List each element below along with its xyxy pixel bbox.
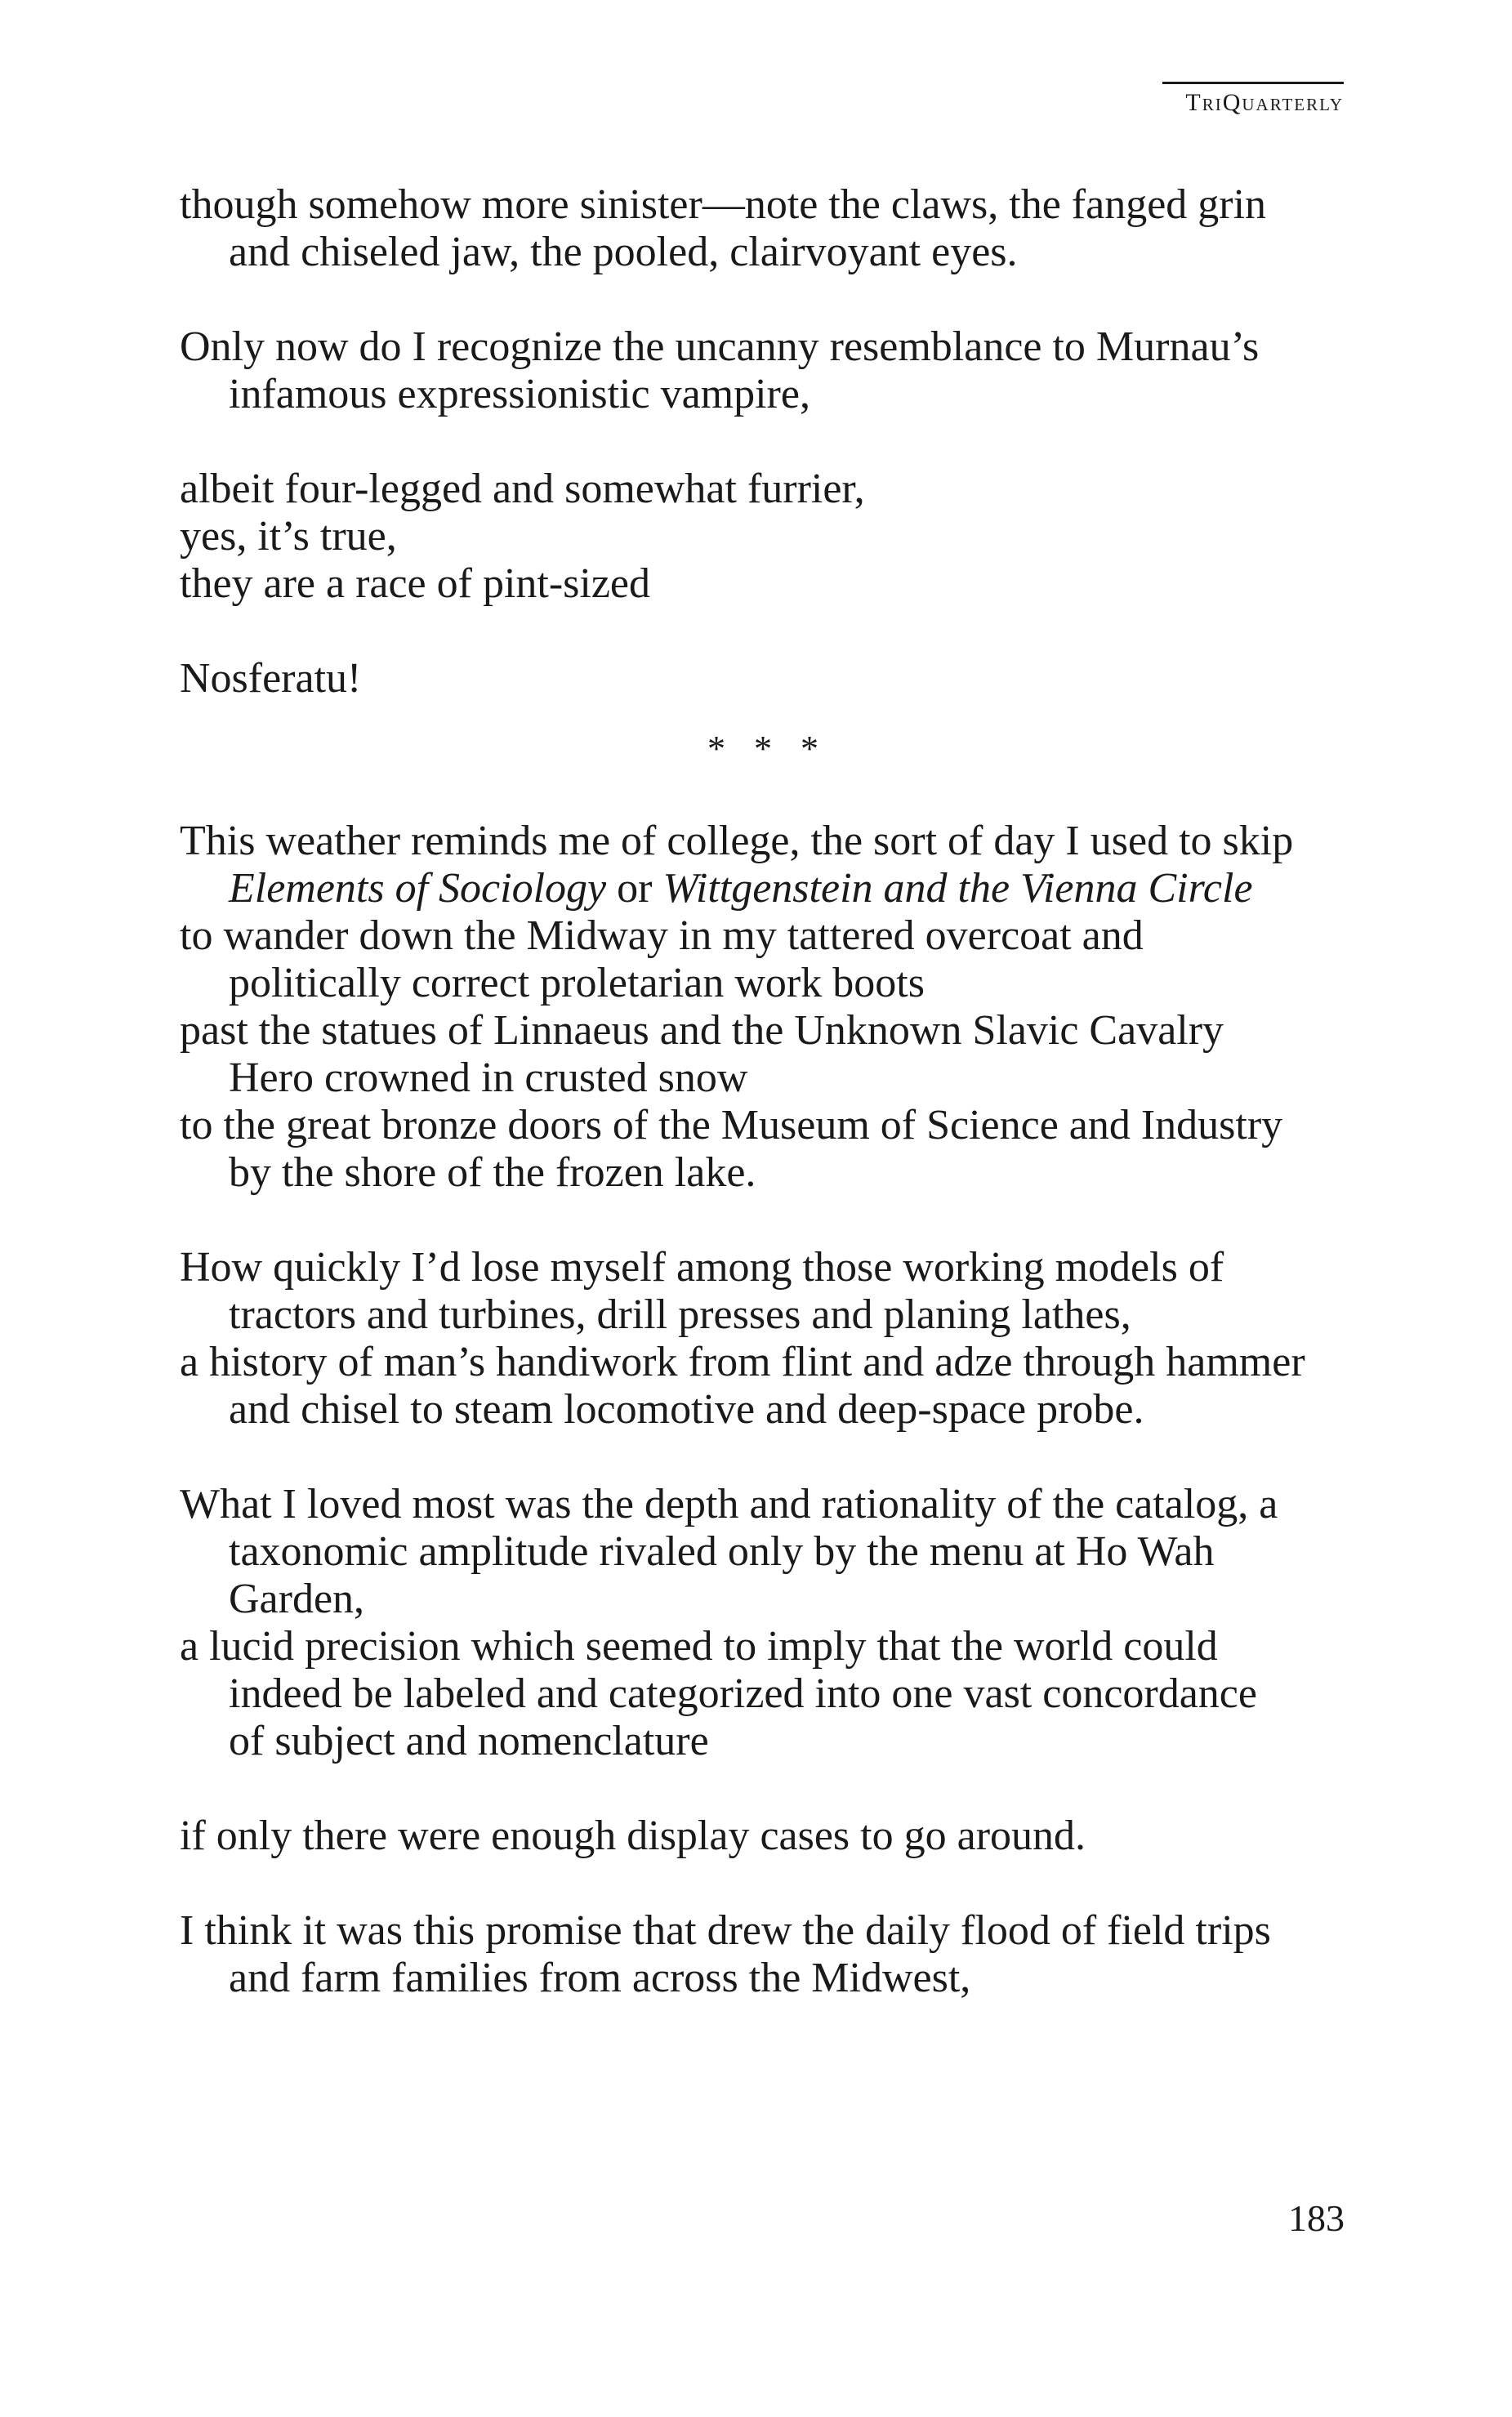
stanza (180, 1244, 1356, 1434)
poem-line: though somehow more sinister—note the claws, the fanged grin (180, 181, 1267, 228)
poem-line: and chisel to steam locomotive and deep-space probe. (229, 1386, 1144, 1433)
stanza (180, 1813, 1356, 1860)
section-separator: * * * (707, 729, 828, 769)
poem-line: politically correct proletarian work boots (229, 960, 925, 1006)
poem-line: to wander down the Midway in my tattered overcoat and (180, 912, 1144, 959)
stanza (180, 181, 1356, 276)
poem-line: infamous expressionistic vampire, (229, 371, 810, 417)
poem-line: What I loved most was the depth and rationality of the catalog, a (180, 1481, 1278, 1527)
poem-line: taxonomic amplitude rivaled only by the menu at Ho Wah (229, 1528, 1215, 1575)
poem-line: How quickly I’d lose myself among those working models of (180, 1244, 1224, 1291)
running-header (1162, 82, 1344, 117)
poem-line: and chiseled jaw, the pooled, clairvoyant eyes. (229, 229, 1018, 275)
stanza-college (180, 818, 1356, 1197)
page-number: 183 (1288, 2197, 1345, 2239)
poem-line: indeed be labeled and categorized into one vast concordance (229, 1670, 1257, 1717)
poem-line: Garden, (229, 1576, 365, 1622)
conjunction: or (606, 865, 663, 912)
journal-title: TriQuarterly (1185, 89, 1344, 116)
poem-line: tractors and turbines, drill presses and planing lathes, (229, 1291, 1131, 1338)
stanza-group-a (180, 181, 1356, 702)
stanza (180, 1481, 1356, 1765)
poem-line: a lucid precision which seemed to imply that the world could (180, 1623, 1218, 1670)
stanza (180, 466, 1356, 608)
poem-line: and farm families from across the Midwest, (229, 1955, 971, 2001)
poem-line: if only there were enough display cases to go around. (180, 1813, 1086, 1859)
stanza-group-b (180, 1244, 1356, 2002)
poem-line: a history of man’s handiwork from flint and adze through hammer (180, 1339, 1305, 1385)
poem-line: I think it was this promise that drew the daily flood of field trips (180, 1907, 1271, 1954)
poem-line: Hero crowned in crusted snow (229, 1055, 748, 1101)
header-rule (1162, 82, 1344, 84)
poem-line: Nosferatu! (180, 655, 362, 702)
poem-line: by the shore of the frozen lake. (229, 1149, 756, 1196)
book-title-sociology: Elements of Sociology (229, 865, 607, 912)
poem-line (180, 865, 1356, 912)
poem-line: This weather reminds me of college, the sort of day I used to skip (180, 818, 1294, 864)
poem-line: Only now do I recognize the uncanny resemblance to Murnau’s (180, 323, 1260, 370)
stanza (180, 323, 1356, 418)
book-title-wittgenstein: Wittgenstein and the Vienna Circle (662, 865, 1253, 912)
stanza (180, 1907, 1356, 2002)
poem-line: to the great bronze doors of the Museum of Science and Industry (180, 1102, 1283, 1148)
poem-line: of subject and nomenclature (229, 1718, 709, 1764)
stanza (180, 655, 1356, 702)
poem-body (180, 181, 1356, 2049)
poem-line: albeit four-legged and somewhat furrier, (180, 466, 865, 512)
poem-line: yes, it’s true, (180, 513, 397, 560)
poem-line: past the statues of Linnaeus and the Unknown Slavic Cavalry (180, 1007, 1224, 1054)
poem-line: they are a race of pint-sized (180, 560, 651, 607)
